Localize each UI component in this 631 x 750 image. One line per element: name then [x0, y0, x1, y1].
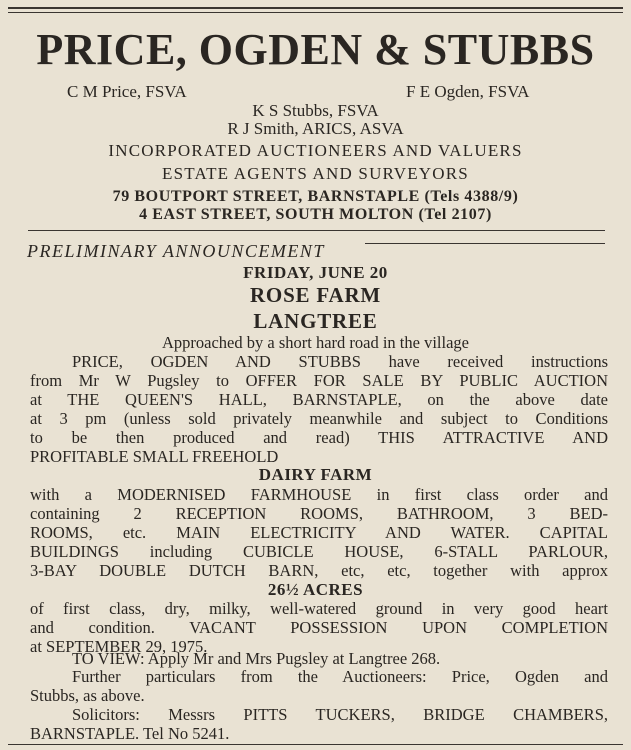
- dairy-farm-heading: DAIRY FARM: [258, 465, 373, 484]
- sale-date: FRIDAY, JUNE 20: [243, 263, 388, 282]
- property-name: ROSE FARM: [249, 283, 382, 307]
- bottom-rule: [8, 744, 623, 745]
- paragraph-line: Stubbs, as above.: [30, 686, 145, 705]
- announcement-divider: [365, 243, 605, 244]
- approach-note: Approached by a short hard road in the village: [162, 333, 469, 352]
- paragraph-line: TO VIEW: Apply Mr and Mrs Pugsley at Langtree 268.: [72, 649, 441, 668]
- land-paragraph: [30, 599, 608, 656]
- paragraph-line: ROOMS, etc. MAIN ELECTRICITY AND WATER. CAPITAL: [30, 523, 608, 542]
- paragraph-line: at THE QUEEN'S HALL, BARNSTAPLE, on the above date: [30, 390, 608, 409]
- paragraph-line: containing 2 RECEPTION ROOMS, BATHROOM, 3 BED-: [30, 504, 608, 523]
- header-divider: [28, 230, 605, 231]
- firm-name: PRICE, OGDEN & STUBBS: [36, 25, 595, 74]
- solicitors-paragraph: [30, 705, 608, 743]
- paragraph-line: BUILDINGS including CUBICLE HOUSE, 6-STALL PARLOUR,: [30, 542, 608, 561]
- paragraph-line: Further particulars from the Auctioneers: Price, Ogden and: [72, 667, 608, 686]
- partner-smith: R J Smith, ARICS, ASVA: [227, 119, 404, 138]
- property-location: LANGTREE: [253, 309, 378, 333]
- partner-price: C M Price, FSVA: [67, 82, 187, 101]
- address-south-molton: 4 EAST STREET, SOUTH MOLTON (Tel 2107): [139, 206, 492, 223]
- paragraph-line: from Mr W Pugsley to OFFER FOR SALE BY PUBLIC AUCTION: [30, 371, 608, 390]
- paragraph-line: at 3 pm (unless sold privately meanwhile and subject to Conditions: [30, 409, 608, 428]
- partner-ogden: F E Ogden, FSVA: [406, 82, 530, 101]
- particulars-paragraph: [30, 667, 608, 705]
- farmhouse-paragraph: [30, 485, 608, 580]
- top-rule-thick: [8, 7, 623, 9]
- preliminary-announcement: PRELIMINARY ANNOUNCEMENT: [27, 241, 325, 261]
- paragraph-line: at SEPTEMBER 29, 1975.: [30, 637, 208, 656]
- top-rule-thin: [8, 12, 623, 13]
- profession-line-1: INCORPORATED AUCTIONEERS AND VALUERS: [108, 141, 523, 160]
- paragraph-line: with a MODERNISED FARMHOUSE in first class order and: [30, 485, 608, 504]
- paragraph-line: PROFITABLE SMALL FREEHOLD: [30, 447, 279, 466]
- paragraph-line: BARNSTAPLE. Tel No 5241.: [30, 724, 230, 743]
- acres-heading: 26½ ACRES: [267, 580, 364, 599]
- paragraph-line: 3-BAY DOUBLE DUTCH BARN, etc, etc, together with approx: [30, 561, 608, 580]
- auction-paragraph: [30, 352, 608, 466]
- paragraph-line: of first class, dry, milky, well-watered ground in very good heart: [30, 599, 608, 618]
- viewing-paragraph: [30, 649, 608, 668]
- paragraph-line: PRICE, OGDEN AND STUBBS have received instructions: [72, 352, 608, 371]
- profession-line-2: ESTATE AGENTS AND SURVEYORS: [162, 164, 469, 183]
- partner-stubbs: K S Stubbs, FSVA: [252, 101, 379, 120]
- address-barnstaple: 79 BOUTPORT STREET, BARNSTAPLE (Tels 4388/9): [112, 188, 519, 205]
- paragraph-line: Solicitors: Messrs PITTS TUCKERS, BRIDGE CHAMBERS,: [72, 705, 608, 724]
- paragraph-line: to be then produced and read) THIS ATTRACTIVE AND: [30, 428, 608, 447]
- paragraph-line: and condition. VACANT POSSESSION UPON COMPLETION: [30, 618, 608, 637]
